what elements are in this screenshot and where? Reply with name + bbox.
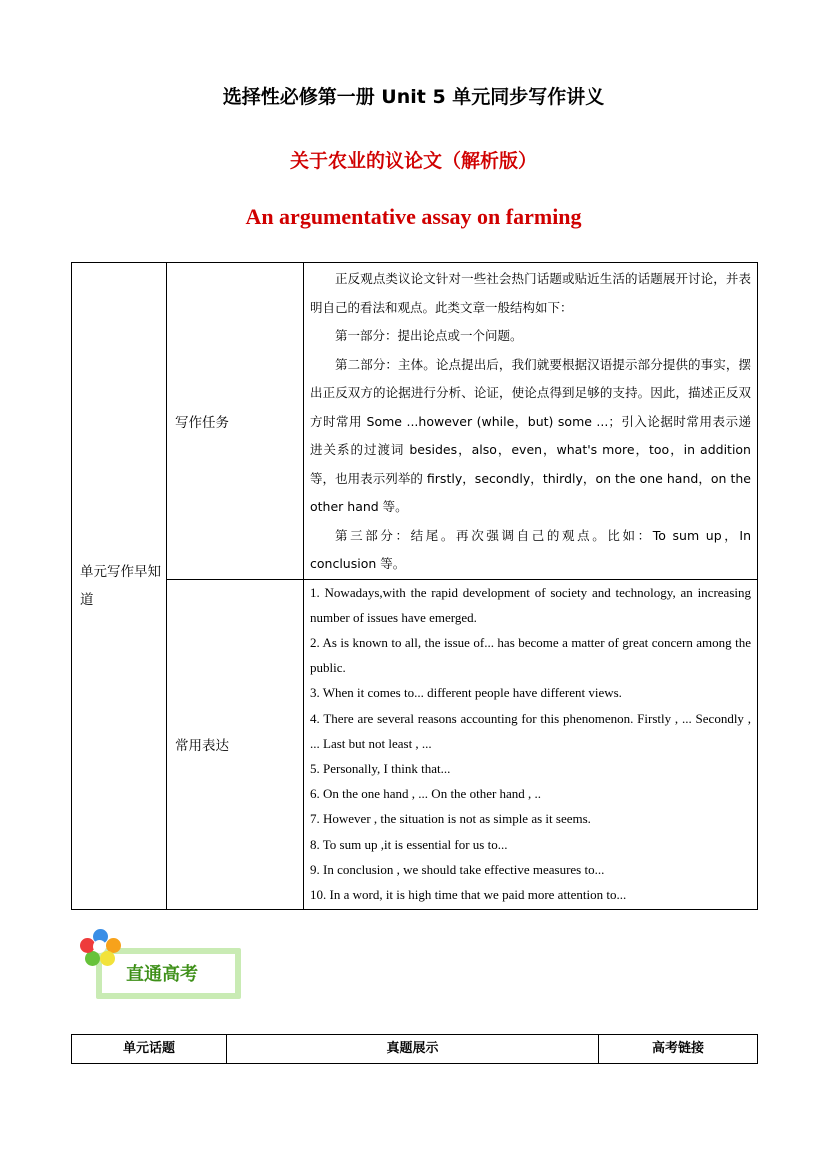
expression-item: 6. On the one hand , ... On the other hand , .. xyxy=(310,786,542,802)
task-content-cell xyxy=(304,263,758,580)
document-title: 选择性必修第一册 Unit 5 单元同步写作讲义 xyxy=(222,86,605,108)
header-unit-topic: 单元话题 xyxy=(72,1035,227,1064)
subtitle-english: An argumentative assay on farming xyxy=(245,204,582,229)
expression-item: 8. To sum up ,it is essential for us to... xyxy=(310,836,508,852)
expression-item: 4. There are several reasons accounting for this phenomenon. Firstly , ... Secondly , ... Last but not least , ... xyxy=(310,710,751,751)
header-exam-link: 高考链接 xyxy=(599,1035,758,1064)
expressions-label-cell xyxy=(167,579,304,909)
expression-item: 2. As is known to all, the issue of... has become a matter of great concern among the public. xyxy=(310,634,751,676)
expression-item: 1. Nowadays,with the rapid development of society and technology, an increasing number of issues have emerged. xyxy=(310,584,751,625)
task-label: 写作任务 xyxy=(175,414,229,431)
expression-item: 3. When it comes to... different people have different views. xyxy=(310,685,622,701)
task-label-cell xyxy=(167,263,304,580)
expression-item: 9. In conclusion , we should take effective measures to... xyxy=(310,861,605,877)
subtitle-chinese: 关于农业的议论文（解析版） xyxy=(289,150,537,172)
task-paragraph: 正反观点类议论文针对一些社会热门话题或贴近生活的话题展开讨论，并表明自己的看法和观点。此类文章一般结构如下： xyxy=(310,271,751,315)
expression-item: 10. In a word, it is high time that we paid more attention to... xyxy=(310,886,627,902)
expressions-content-cell xyxy=(304,579,758,909)
expressions-label: 常用表达 xyxy=(175,738,229,754)
task-paragraph: 第二部分：主体。论点提出后，我们就要根据汉语提示部分提供的事实，摆出正反双方的论据进行分析、论证，使论点得到足够的支持。因此，描述正反双方时常用 Some ...however (while，but) some ...；引入论据时常用表示递进关系的过渡词 besides，also，even，what's more，too，in addition 等，也用表示列举的 firstly，secondly，thirdly，on the one hand，on the other hand 等。 xyxy=(310,356,751,514)
expression-item: 7. However , the situation is not as simple as it seems. xyxy=(310,811,591,827)
row-header-cell xyxy=(72,263,167,910)
exam-link-table xyxy=(71,1034,758,1064)
zhitong-gaokao-logo xyxy=(80,928,250,1004)
task-paragraph: 第一部分：提出论点或一个问题。 xyxy=(335,328,523,343)
writing-guide-table xyxy=(71,262,758,910)
expression-item: 5. Personally, I think that... xyxy=(310,760,451,776)
header-exam-questions: 真题展示 xyxy=(227,1035,599,1064)
row-header-label: 单元写作早知道 xyxy=(80,563,161,608)
logo-text: 直通高考 xyxy=(126,964,198,985)
task-paragraph: 第三部分：结尾。再次强调自己的观点。比如：To sum up，In conclusion 等。 xyxy=(310,527,751,571)
